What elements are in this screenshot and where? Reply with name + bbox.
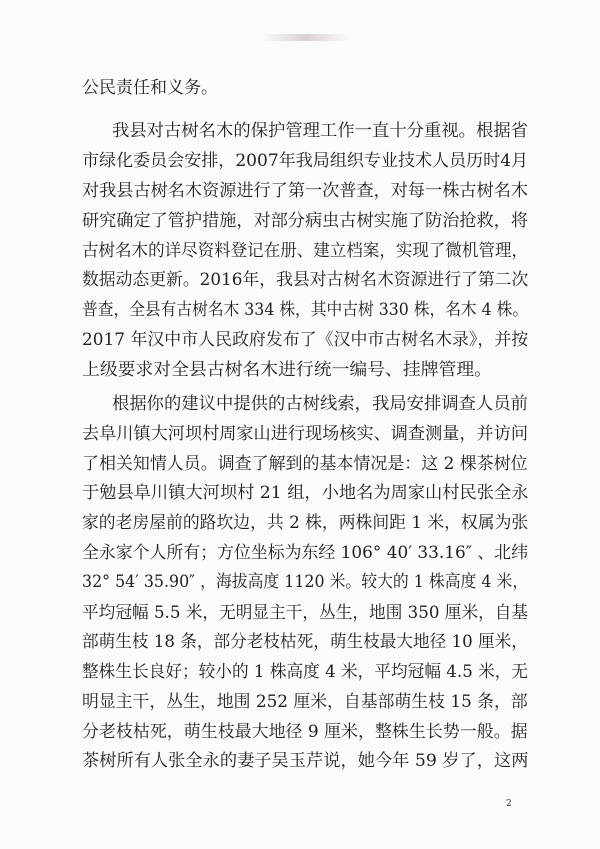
text-line: 古树名木的详尽资料登记在册、建立档案，实现了微机管理， [82,241,528,261]
text-line: 公民责任和义务。 [82,78,218,98]
text-line: 32° 54′ 35.90″ ，海拔高度 1120 米。较大的 1 株高度 4 米， [82,572,529,592]
text-line: 于勉县阜川镇大河坝村 21 组，小地名为周家山村民张全永 [82,483,529,503]
text-line: 根据你的建议中提供的古树线索，我局安排调查人员前 [112,394,528,414]
text-line: 上级要求对全县古树名木进行统一编号、挂牌管理。 [82,360,493,380]
text-line: 市绿化委员会安排，2007年我局组织专业技术人员历时4月 [82,151,529,171]
text-line: 了相关知情人员。调查了解到的基本情况是：这 2 棵茶树位 [82,454,528,474]
text-line: 我县对古树名木的保护管理工作一直十分重视。根据省 [112,121,528,141]
text-line: 对我县古树名木资源进行了第一次普查，对每一株古树名木 [82,181,528,201]
text-line: 研究确定了管护措施，对部分病虫古树实施了防治抢救，将 [82,211,528,231]
text-line: 普查，全县有古树名木 334 株，其中古树 330 株，名木 4 株。 [82,300,529,320]
text-line: 去阜川镇大河坝村周家山进行现场核实、调查测量，并访问 [82,424,528,444]
text-line: 家的老房屋前的路坎边，共 2 株，两株间距 1 米，权属为张 [82,513,529,533]
text-line: 2017 年汉中市人民政府发布了《汉中市古树名木录》，并按 [82,330,529,350]
text-line: 茶树所有人张全永的妻子吴玉芹说，她今年 59 岁了，这两 [82,751,529,771]
text-line: 数据动态更新。2016年，我县对古树名木资源进行了第二次 [82,270,529,290]
text-line: 整株生长良好；较小的 1 株高度 4 米，平均冠幅 4.5 米，无 [82,662,529,682]
text-line: 明显主干，丛生，地围 252 厘米，自基部萌生枝 15 条，部 [82,692,528,712]
text-line: 平均冠幅 5.5 米，无明显主干，丛生，地围 350 厘米，自基 [82,603,529,623]
text-line: 分老枝枯死，萌生枝最大地径 9 厘米，整株生长势一般。据 [82,722,528,742]
text-line: 部萌生枝 18 条，部分老枝枯死，萌生枝最大地径 10 厘米， [82,632,528,652]
page-number: 2 [506,799,512,809]
text-line: 全永家个人所有；方位坐标为东经 106° 40′ 33.16″ 、北纬 [82,543,529,563]
scan-stamp-mark [262,34,350,41]
